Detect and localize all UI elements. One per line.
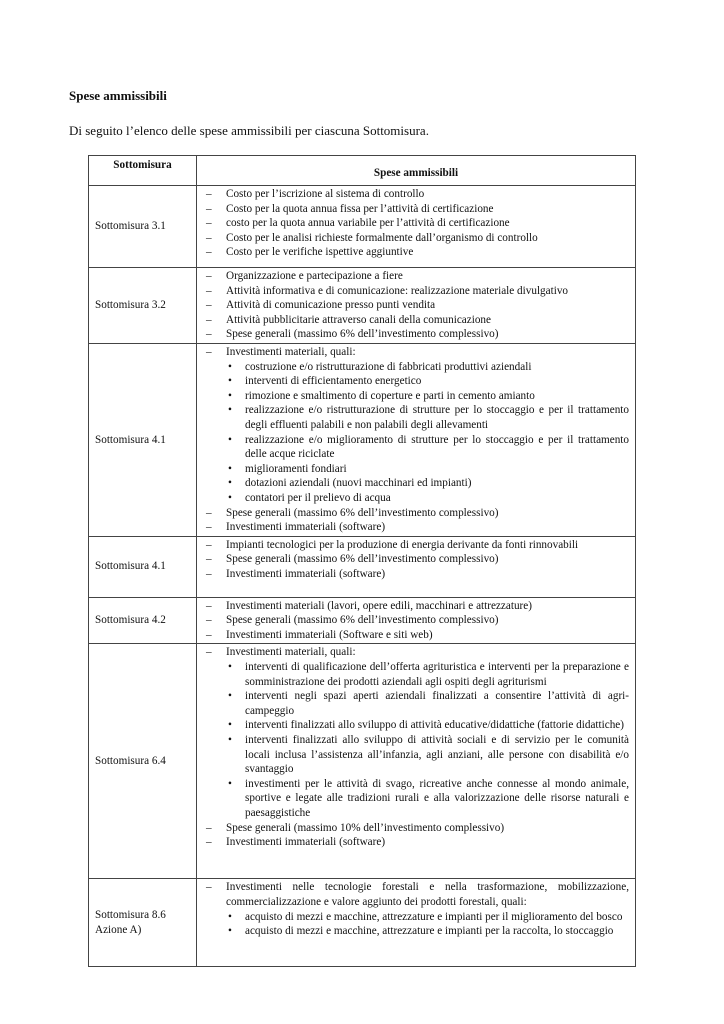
expense-subitem: • costruzione e/o ristrutturazione di fabbricati produttivi aziendali [226,360,629,375]
expense-sublist [226,660,629,821]
expense-item [197,202,629,217]
expenses-cell [197,536,636,597]
table-row [89,536,636,597]
header-sottomisura: Sottomisura [89,156,197,186]
expense-item [197,269,629,284]
expense-subitem: • interventi finalizzati allo sviluppo di attività sociali e di servizio per le comunità locali inclusa l’assistenza all’infanzia, agli anziani, alle persone con disabilità e/o svantaggio [226,733,629,777]
sottomisura-label: Sottomisura 3.2 [89,268,197,344]
table-row [89,268,636,344]
sottomisura-label: Sottomisura 4.1 [89,343,197,536]
expense-item [197,231,629,246]
expense-item-text: Spese generali (massimo 6% dell’investimento complessivo) [226,553,499,566]
table-row [89,343,636,536]
expense-item-text: Investimenti nelle tecnologie forestali e nella trasformazione, mobilizzazione, commercializzazione e valore aggiunto dei prodotti forestali, quali: [226,881,629,909]
expense-item [197,216,629,231]
expense-subitem: • contatori per il prelievo di acqua [226,491,629,506]
expense-subitem: • acquisto di mezzi e macchine, attrezzature e impianti per la raccolta, lo stoccaggio [226,924,629,939]
expense-item-text: Impianti tecnologici per la produzione di energia derivante da fonti rinnovabili [226,538,579,551]
expense-item [197,599,629,614]
expense-subitem: • realizzazione e/o miglioramento di strutture per lo stoccaggio e per il trattamento delle acque riciclate [226,433,629,462]
expense-subitem: • interventi finalizzati allo sviluppo di attività educative/didattiche (fattorie didattiche) [226,718,629,733]
expenses-cell [197,597,636,644]
expense-item-text: Attività informativa e di comunicazione: realizzazione materiale divulgativo [226,284,569,297]
expense-item [197,298,629,313]
expenses-cell [197,644,636,879]
expense-item-text: Investimenti immateriali (software) [226,836,386,849]
expenses-cell [197,186,636,268]
expense-list [197,268,635,343]
expense-item [197,821,629,836]
expense-item-text: Costo per le verifiche ispettive aggiuntive [226,246,414,259]
expense-subitem: • interventi di efficientamento energetico [226,374,629,389]
expense-list [197,344,635,536]
table-header-row [89,156,636,186]
expense-item [197,313,629,328]
expense-item [197,552,629,567]
expense-item-text: Investimenti materiali, quali: [226,646,356,659]
sottomisura-label: Sottomisura 8.6 Azione A) [89,879,197,967]
expense-item-text: Spese generali (massimo 10% dell’investimento complessivo) [226,821,505,834]
intro-paragraph: Di seguito l’elenco delle spese ammissibili per ciascuna Sottomisura. [69,123,429,138]
expense-sublist [226,910,629,939]
expense-list [197,537,635,583]
expense-item [197,284,629,299]
expense-item [197,613,629,628]
expense-item-text: Costo per la quota annua fissa per l’attività di certificazione [226,202,494,215]
expenses-cell [197,343,636,536]
table-row [89,597,636,644]
expense-sublist [226,360,629,506]
expense-subitem: • acquisto di mezzi e macchine, attrezzature e impianti per il miglioramento del bosco [226,910,629,925]
table-body [89,186,636,967]
expense-item-text: Investimenti materiali (lavori, opere edili, macchinari e attrezzature) [226,599,532,612]
section-heading: Spese ammissibili [69,88,167,103]
expense-item [197,538,629,553]
expense-item [197,628,629,643]
expense-list [197,644,635,850]
expense-item [197,835,629,850]
expense-subitem: • realizzazione e/o ristrutturazione di strutture per lo stoccaggio e per il trattamento degli effluenti palabili e non palabili degli allevamenti [226,403,629,432]
sottomisura-label: Sottomisura 6.4 [89,644,197,879]
expense-list [197,186,635,261]
expense-subitem: • interventi negli spazi aperti aziendali finalizzati a consentire l’attività di agri-campeggio [226,689,629,718]
expense-item-text: Organizzazione e partecipazione a fiere [226,270,403,282]
expense-item-text: Costo per l’iscrizione al sistema di controllo [226,188,425,200]
expense-item-text: Spese generali (massimo 6% dell’investimento complessivo) [226,614,499,627]
expense-subitem: • investimenti per le attività di svago, ricreative anche connesse al mondo animale, sportive e legate alle tradizioni rurali e alla valorizzazione delle risorse naturali e paesaggistiche [226,777,629,821]
expense-item [197,567,629,582]
expense-item-text: Investimenti immateriali (software) [226,521,386,534]
expense-item [197,506,629,521]
expense-item-text: Attività di comunicazione presso punti vendita [226,299,436,312]
expense-item-text: Investimenti materiali, quali: [226,345,356,358]
expense-item [197,245,629,260]
expense-item-text: Costo per le analisi richieste formalmente dall’organismo di controllo [226,231,538,244]
expenses-cell [197,268,636,344]
expense-item [197,187,629,202]
eligible-expenses-table [88,155,636,967]
table-row [89,879,636,967]
expense-subitem: • miglioramenti fondiari [226,462,629,477]
expenses-cell [197,879,636,967]
expense-item-text: Spese generali (massimo 6% dell’investimento complessivo) [226,328,499,341]
expense-item-text: costo per la quota annua variabile per l’attività di certificazione [226,217,510,230]
expense-item-text: Spese generali (massimo 6% dell’investimento complessivo) [226,506,499,519]
expense-list [197,598,635,644]
sottomisura-label: Sottomisura 4.2 [89,597,197,644]
expense-item [197,327,629,342]
expense-subitem: • interventi di qualificazione dell’offerta agrituristica e interventi per la preparazione e somministrazione dei prodotti aziendali agli ospiti degli agriturismi [226,660,629,689]
expense-item [197,520,629,535]
table-row [89,644,636,879]
expense-item [197,645,629,820]
expense-item-text: Attività pubblicitarie attraverso canali della comunicazione [226,313,491,326]
sottomisura-label: Sottomisura 3.1 [89,186,197,268]
header-spese: Spese ammissibili [197,156,636,186]
sottomisura-label: Sottomisura 4.1 [89,536,197,597]
expense-item-text: Investimenti immateriali (Software e siti web) [226,628,433,641]
expense-subitem: • dotazioni aziendali (nuovi macchinari ed impianti) [226,476,629,491]
expense-list [197,879,635,939]
expense-subitem: • rimozione e smaltimento di coperture e parti in cemento amianto [226,389,629,404]
table-row [89,186,636,268]
expense-item [197,345,629,506]
expense-item-text: Investimenti immateriali (software) [226,567,386,580]
expense-item [197,880,629,938]
